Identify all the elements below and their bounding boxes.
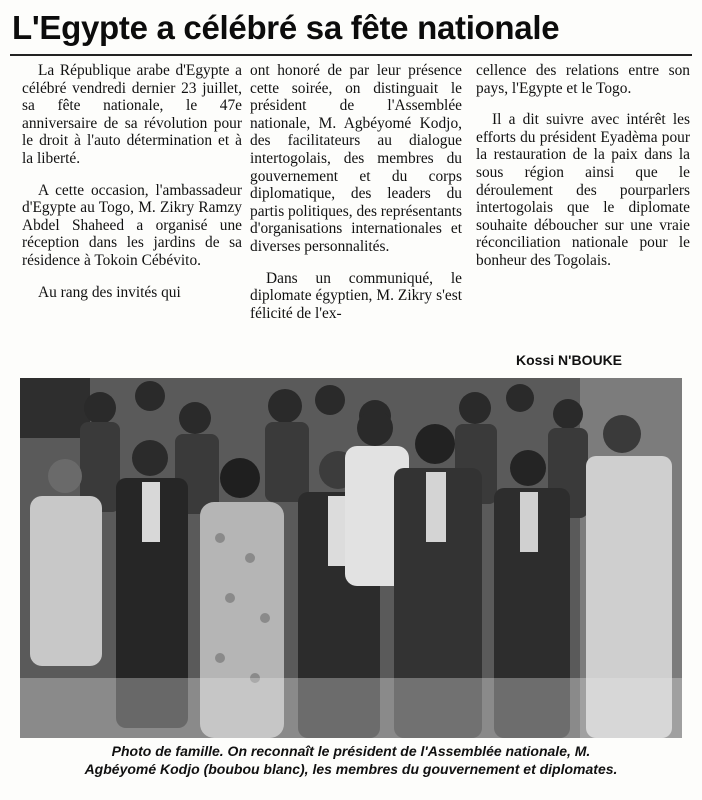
- paragraph: ont honoré de par leur présence cette soirée, on distinguait le président de l'Assemblée nationale, M. Agbéyomé Kodjo, des facilitateurs au dialogue intertogolais, des membres du gouvernement et du corps diplomatique, des leaders du partis politiques, des représentants d'organisations internationales et diverses personnalités.: [250, 62, 462, 255]
- caption-line-1: Photo de famille. On reconnaît le président de l'Assemblée nationale, M.: [111, 743, 591, 759]
- paragraph: Il a dit suivre avec intérêt les efforts du président Eyadèma pour la restauration de la paix dans la sous région ainsi que le déroulement des pourparlers intertogolais que le diplomate souhaite déboucher sur une vraie réconciliation nationale pour le bonheur des Togolais.: [476, 111, 690, 269]
- text-column-3: [476, 62, 690, 284]
- photo-caption: [20, 742, 682, 778]
- paragraph: A cette occasion, l'ambassadeur d'Egypte au Togo, M. Zikry Ramzy Abdel Shaheed a organisé une réception dans les jardins de sa résidence à Tokoin Cébévito.: [22, 181, 242, 269]
- paragraph: Dans un communiqué, le diplomate égyptien, M. Zikry s'est félicité de l'ex-: [250, 269, 462, 322]
- paragraph: La République arabe d'Egypte a célébré vendredi dernier 23 juillet, sa fête nationale, le 47e anniversaire de sa révolution pour le droit à l'auto détermination et à la liberté.: [22, 62, 242, 167]
- text-column-2: [250, 62, 462, 336]
- article-headline: L'Egypte a célébré sa fête nationale: [12, 9, 560, 46]
- paragraph: Au rang des invités qui: [38, 283, 181, 301]
- headline-rule: [10, 54, 692, 56]
- group-photo-illustration: [20, 378, 682, 738]
- caption-line-2: Agbéyomé Kodjo (boubou blanc), les membres du gouvernement et diplomates.: [84, 761, 618, 777]
- group-photo: [20, 378, 682, 738]
- article-byline: Kossi N'BOUKE: [516, 352, 623, 368]
- text-column-1: [22, 62, 242, 315]
- paragraph: cellence des relations entre son pays, l'Egypte et le Togo.: [476, 62, 690, 97]
